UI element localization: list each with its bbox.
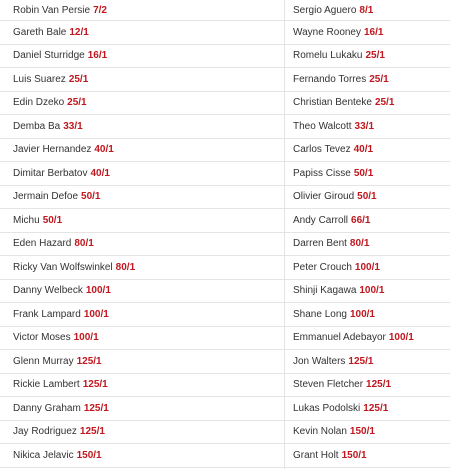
odds-value: 125/1 (83, 402, 109, 414)
player-odds-cell (284, 421, 450, 444)
player-name: Demba Ba (13, 120, 61, 132)
player-odds-cell (0, 68, 284, 91)
player-name: Danny Graham (13, 402, 81, 414)
player-name: Sergio Aguero (293, 4, 357, 16)
odds-value: 80/1 (349, 238, 370, 250)
player-name: Olivier Giroud (293, 191, 355, 203)
player-name: Rickie Lambert (13, 379, 80, 391)
odds-value: 125/1 (76, 355, 102, 367)
player-odds-cell (0, 209, 284, 232)
odds-value: 125/1 (82, 379, 108, 391)
player-name: Theo Walcott (293, 120, 352, 132)
odds-value: 12/1 (69, 26, 89, 38)
table-row (0, 303, 450, 327)
odds-value: 150/1 (341, 449, 367, 461)
player-odds-cell (0, 303, 284, 326)
player-odds-cell (284, 186, 450, 209)
odds-value: 100/1 (354, 261, 380, 273)
player-odds-cell (284, 0, 450, 20)
odds-value: 100/1 (359, 285, 385, 297)
player-odds-cell (284, 303, 450, 326)
odds-value: 33/1 (354, 120, 375, 132)
odds-value: 50/1 (42, 214, 63, 226)
player-odds-cell (0, 233, 284, 256)
player-name: Jon Walters (293, 355, 346, 367)
table-row (0, 92, 450, 116)
player-name: Peter Crouch (293, 261, 352, 273)
odds-value: 50/1 (357, 191, 377, 203)
odds-value: 25/1 (67, 97, 87, 109)
player-odds-cell (284, 92, 450, 115)
player-odds-cell (0, 139, 284, 162)
player-name: Victor Moses (13, 332, 71, 344)
player-name: Andy Carroll (293, 214, 349, 226)
player-odds-cell (284, 45, 450, 68)
player-odds-cell (284, 115, 450, 138)
player-name: Kevin Nolan (293, 426, 347, 438)
player-name: Frank Lampard (13, 308, 81, 320)
odds-value: 150/1 (349, 426, 375, 438)
odds-value: 100/1 (388, 332, 414, 344)
player-name: Javier Hernandez (13, 144, 92, 156)
player-name: Glenn Murray (13, 355, 74, 367)
player-odds-cell (0, 0, 284, 20)
player-odds-cell (0, 374, 284, 397)
player-odds-cell (284, 397, 450, 420)
odds-value: 125/1 (79, 426, 105, 438)
player-name: Shane Long (293, 308, 347, 320)
table-row (0, 256, 450, 280)
table-row (0, 444, 450, 468)
player-name: Luis Suarez (13, 73, 66, 85)
table-row (0, 162, 450, 186)
odds-value: 8/1 (359, 4, 374, 16)
table-row (0, 350, 450, 374)
player-name: Christian Benteke (293, 97, 372, 109)
table-row (0, 421, 450, 445)
player-name: Emmanuel Adebayor (293, 332, 386, 344)
player-odds-cell (284, 256, 450, 279)
player-odds-cell (284, 280, 450, 303)
player-name: Nikica Jelavic (13, 449, 74, 461)
odds-value: 80/1 (115, 261, 136, 273)
player-name: Michu (13, 214, 40, 226)
player-odds-cell (284, 139, 450, 162)
player-name: Darren Bent (293, 238, 347, 250)
odds-value: 40/1 (90, 167, 110, 179)
player-name: Steven Fletcher (293, 379, 364, 391)
odds-value: 33/1 (63, 120, 83, 132)
player-odds-cell (0, 45, 284, 68)
player-odds-cell (284, 233, 450, 256)
odds-value: 50/1 (353, 167, 374, 179)
odds-value: 125/1 (366, 379, 392, 391)
odds-value: 16/1 (364, 26, 384, 38)
player-odds-cell (0, 186, 284, 209)
table-row (0, 233, 450, 257)
odds-value: 100/1 (85, 285, 111, 297)
player-odds-cell (284, 327, 450, 350)
odds-value: 150/1 (76, 449, 102, 461)
player-name: Dimitar Berbatov (13, 167, 88, 179)
odds-value: 7/2 (93, 4, 107, 16)
player-odds-cell (0, 115, 284, 138)
odds-value: 40/1 (353, 144, 374, 156)
player-odds-cell (0, 21, 284, 44)
odds-value: 25/1 (374, 97, 395, 109)
player-name: Eden Hazard (13, 238, 72, 250)
player-odds-cell (0, 92, 284, 115)
player-name: Carlos Tevez (293, 144, 351, 156)
odds-value: 40/1 (94, 144, 114, 156)
player-name: Wayne Rooney (293, 26, 361, 38)
player-name: Jay Rodriguez (13, 426, 77, 438)
odds-value: 125/1 (363, 402, 389, 414)
player-name: Shinji Kagawa (293, 285, 357, 297)
odds-value: 66/1 (351, 214, 371, 226)
odds-value: 25/1 (369, 73, 389, 85)
table-row (0, 45, 450, 69)
player-odds-cell (0, 280, 284, 303)
player-odds-cell (284, 350, 450, 373)
table-row (0, 327, 450, 351)
player-odds-cell (0, 327, 284, 350)
player-odds-cell (0, 256, 284, 279)
player-odds-cell (0, 421, 284, 444)
player-name: Ricky Van Wolfswinkel (13, 261, 113, 273)
player-name: Edin Dzeko (13, 97, 65, 109)
player-odds-cell (0, 397, 284, 420)
odds-value: 25/1 (365, 50, 385, 62)
player-odds-cell (284, 209, 450, 232)
table-row (0, 209, 450, 233)
table-row (0, 186, 450, 210)
player-odds-cell (0, 350, 284, 373)
odds-value: 100/1 (83, 308, 109, 320)
table-row (0, 115, 450, 139)
player-name: Danny Welbeck (13, 285, 83, 297)
player-odds-cell (0, 444, 284, 467)
player-name: Gareth Bale (13, 26, 67, 38)
odds-value: 25/1 (68, 73, 89, 85)
table-row (0, 21, 450, 45)
player-name: Grant Holt (293, 449, 339, 461)
player-name: Jermain Defoe (13, 191, 79, 203)
player-odds-cell (284, 444, 450, 467)
player-odds-cell (284, 21, 450, 44)
table-row (0, 374, 450, 398)
player-odds-cell (284, 374, 450, 397)
table-row (0, 397, 450, 421)
player-odds-cell (284, 68, 450, 91)
player-name: Robin Van Persie (13, 4, 91, 16)
table-row (0, 139, 450, 163)
odds-value: 80/1 (74, 238, 94, 250)
player-name: Romelu Lukaku (293, 50, 363, 62)
odds-value: 50/1 (81, 191, 101, 203)
player-odds-cell (0, 162, 284, 185)
table-row (0, 280, 450, 304)
odds-value: 16/1 (87, 50, 108, 62)
player-name: Lukas Podolski (293, 402, 361, 414)
odds-value: 100/1 (349, 308, 375, 320)
odds-value: 100/1 (73, 332, 99, 344)
player-name: Daniel Sturridge (13, 50, 85, 62)
table-row (0, 68, 450, 92)
player-name: Papiss Cisse (293, 167, 351, 179)
player-odds-cell (284, 162, 450, 185)
odds-value: 125/1 (348, 355, 374, 367)
player-name: Fernando Torres (293, 73, 367, 85)
table-row (0, 0, 450, 21)
